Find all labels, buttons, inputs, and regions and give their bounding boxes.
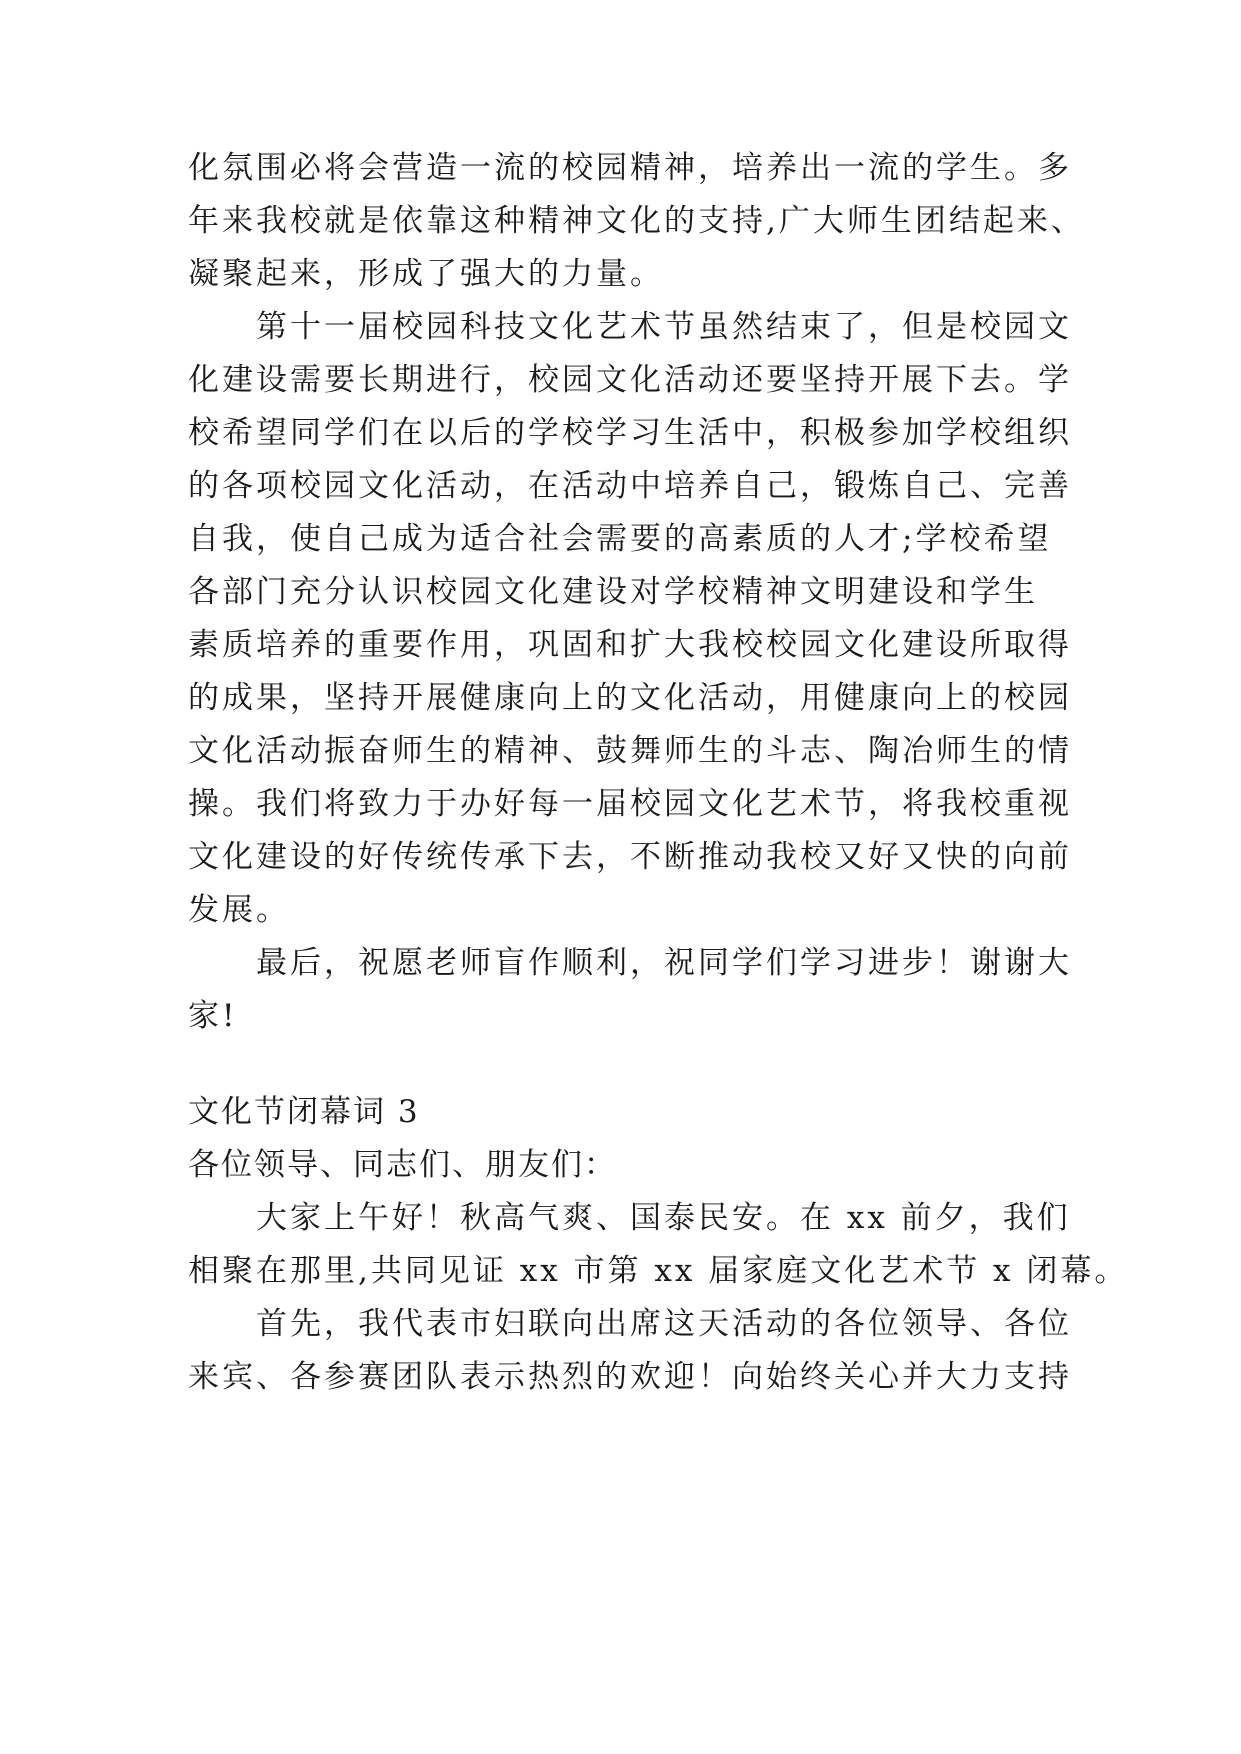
paragraph-2-line-2: 化建设需要长期进行，校园文化活动还要坚持开展下去。学	[188, 362, 1072, 398]
paragraph-2-line-7: 素质培养的重要作用，巩固和扩大我校校园文化建设所取得	[188, 627, 1072, 663]
paragraph-1-line-3: 凝聚起来，形成了强大的力量。	[188, 256, 664, 292]
paragraph-3-line-1: 最后，祝愿老师盲作顺利，祝同学们学习进步！谢谢大	[256, 945, 1072, 981]
paragraph-2-line-8: 的成果，坚持开展健康向上的文化活动，用健康向上的校园	[188, 680, 1072, 716]
section-title: 文化节闭幕词 3	[188, 1094, 420, 1130]
paragraph-1-line-2: 年来我校就是依靠这种精神文化的支持,广大师生团结起来、	[188, 203, 1085, 239]
paragraph-2-line-12: 发展。	[188, 892, 290, 928]
paragraph-2-line-9: 文化活动振奋师生的精神、鼓舞师生的斗志、陶冶师生的情	[188, 733, 1072, 769]
paragraph-2-line-1: 第十一届校园科技文化艺术节虽然结束了，但是校园文	[256, 309, 1072, 345]
paragraph-2-line-4: 的各项校园文化活动，在活动中培养自己，锻炼自己、完善	[188, 468, 1072, 504]
paragraph-1-line-1: 化氛围必将会营造一流的校园精神，培养出一流的学生。多	[188, 150, 1072, 186]
paragraph-2-line-6: 各部门充分认识校园文化建设对学校精神文明建设和学生	[188, 574, 1038, 610]
paragraph-2-line-11: 文化建设的好传统传承下去，不断推动我校又好又快的向前	[188, 839, 1072, 875]
paragraph-2-line-5: 自我，使自己成为适合社会需要的高素质的人才;学校希望	[188, 521, 1052, 557]
paragraph-5-line-2: 来宾、各参赛团队表示热烈的欢迎！向始终关心并大力支持	[188, 1359, 1072, 1395]
paragraph-4-line-2: 相聚在那里,共同见证 xx 市第 xx 届家庭文化艺术节 x 闭幕。	[188, 1253, 1129, 1289]
paragraph-2-line-3: 校希望同学们在以后的学校学习生活中，积极参加学校组织	[188, 415, 1072, 451]
paragraph-2-line-10: 操。我们将致力于办好每一届校园文化艺术节，将我校重视	[188, 786, 1072, 822]
paragraph-5-line-1: 首先，我代表市妇联向出席这天活动的各位领导、各位	[256, 1306, 1072, 1342]
salutation: 各位领导、同志们、朋友们：	[188, 1147, 617, 1183]
paragraph-3-line-2: 家!	[188, 998, 238, 1034]
paragraph-4-line-1: 大家上午好！秋高气爽、国泰民安。在 xx 前夕，我们	[256, 1200, 1071, 1236]
